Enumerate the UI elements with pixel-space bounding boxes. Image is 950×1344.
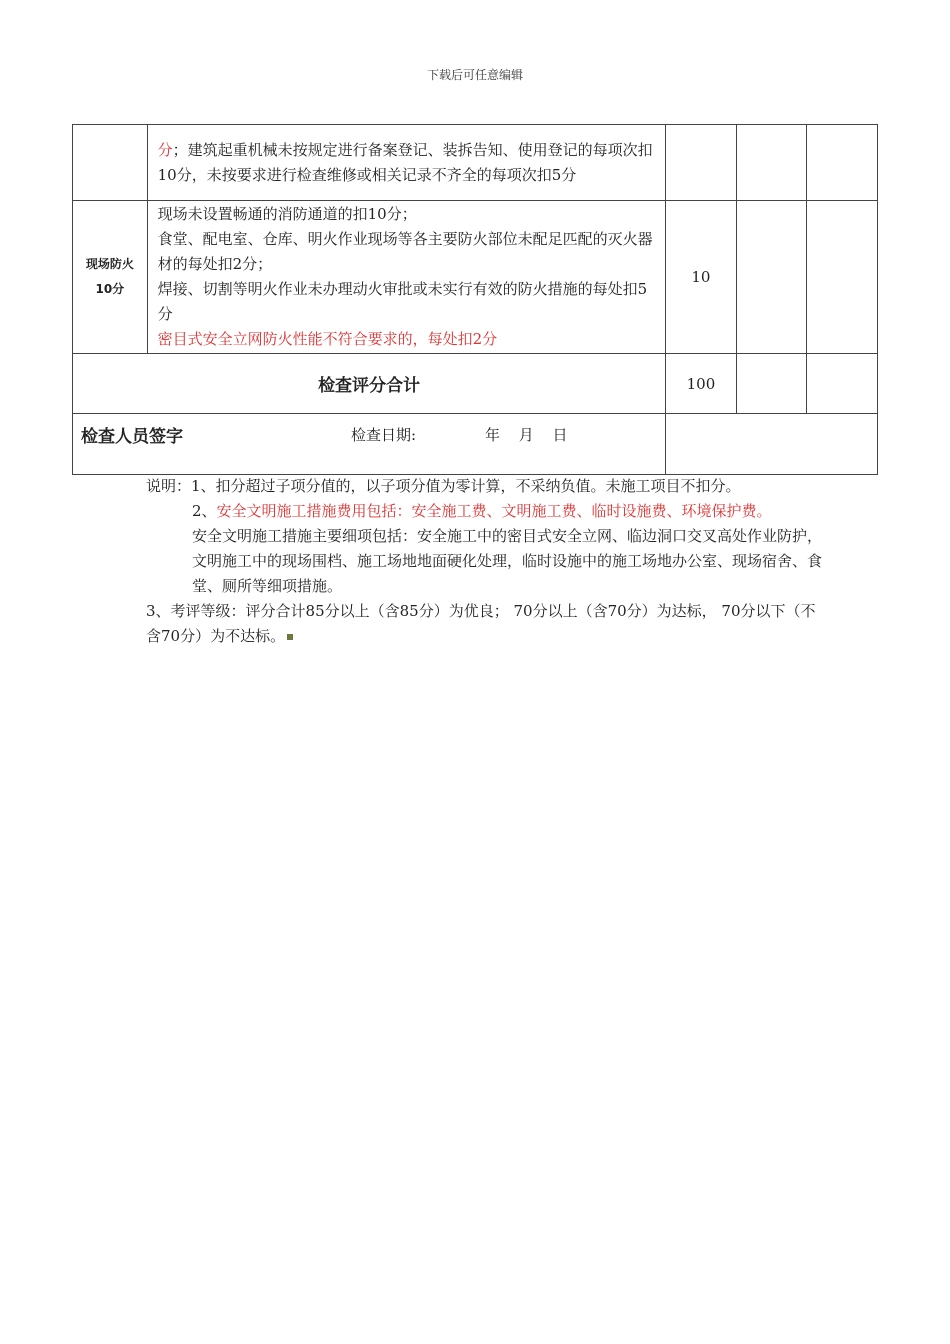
category-cell: [73, 201, 148, 354]
item-description-cell: [147, 125, 666, 201]
note-2: [146, 499, 826, 524]
inspector-signature-label: 检查人员签字: [81, 427, 183, 447]
total-label: 检查评分合计: [73, 354, 666, 414]
inspection-date-placeholder: 年 月 日: [485, 426, 568, 444]
note-1: 说明：1、扣分超过子项分值的，以子项分值为零计算，不采纳负值。未施工项目不扣分。: [146, 477, 741, 495]
category-cell: [73, 125, 148, 201]
table-row: [73, 201, 878, 354]
note-2-detail: 安全文明施工措施主要细项包括：安全施工中的密目式安全立网、临边洞口交叉高处作业防护，文明施工中的现场围档、施工场地地面硬化处理，临时设施中的施工场地办公室、现场宿舍、食堂、厕所等细项措施。: [192, 527, 823, 595]
note-3: [146, 599, 826, 649]
signature-cell: [73, 414, 666, 475]
total-score: 100: [666, 354, 737, 414]
actual-score-cell: [807, 201, 878, 354]
category-points: 10分: [95, 282, 125, 296]
notes: [146, 474, 826, 649]
table-row: [73, 125, 878, 201]
note-3-text: 3、考评等级：评分合计85分以上（含85分）为优良； 70分以上（含70分）为达标， 70分以下（不含70分）为不达标。: [146, 602, 816, 645]
actual-score-cell: [807, 354, 878, 414]
actual-score-cell: [807, 125, 878, 201]
item-line: 焊接、切割等明火作业未办理动火审批或未实行有效的防火措施的每处扣5分: [157, 280, 648, 323]
score-cell: 10: [666, 201, 737, 354]
deduction-cell: [736, 201, 807, 354]
item-line: 食堂、配电室、仓库、明火作业现场等各主要防火部位未配足匹配的灭火器材的每处扣2分；: [157, 230, 653, 273]
deduction-cell: [736, 354, 807, 414]
score-cell: [666, 125, 737, 201]
header-note: 下载后可任意编辑: [426, 68, 523, 82]
item-line-red: 密目式安全立网防火性能不符合要求的，每处扣2分: [157, 330, 498, 348]
signature-blank-cell: [666, 414, 878, 475]
item-text-red: 分: [157, 140, 173, 159]
end-mark-icon: [287, 634, 293, 640]
note-2-red: 安全文明施工措施费用包括：安全施工费、文明施工费、临时设施费、环境保护费。: [216, 502, 772, 520]
deduction-cell: [736, 125, 807, 201]
signature-row: [73, 414, 878, 475]
total-row: [73, 354, 878, 414]
note-2-prefix: 2、: [192, 502, 217, 520]
inspection-score-table: [72, 124, 878, 475]
category-name: 现场防火: [85, 257, 134, 271]
item-line: 现场未设置畅通的消防通道的扣10分；: [157, 205, 417, 223]
inspection-date-label: 检查日期:: [351, 426, 417, 444]
item-description-cell: [147, 201, 666, 354]
item-text: ；建筑起重机械未按规定进行备案登记、装拆告知、使用登记的每项次扣10分，未按要求进行检查维修或相关记录不齐全的每项次扣5分: [157, 140, 653, 184]
